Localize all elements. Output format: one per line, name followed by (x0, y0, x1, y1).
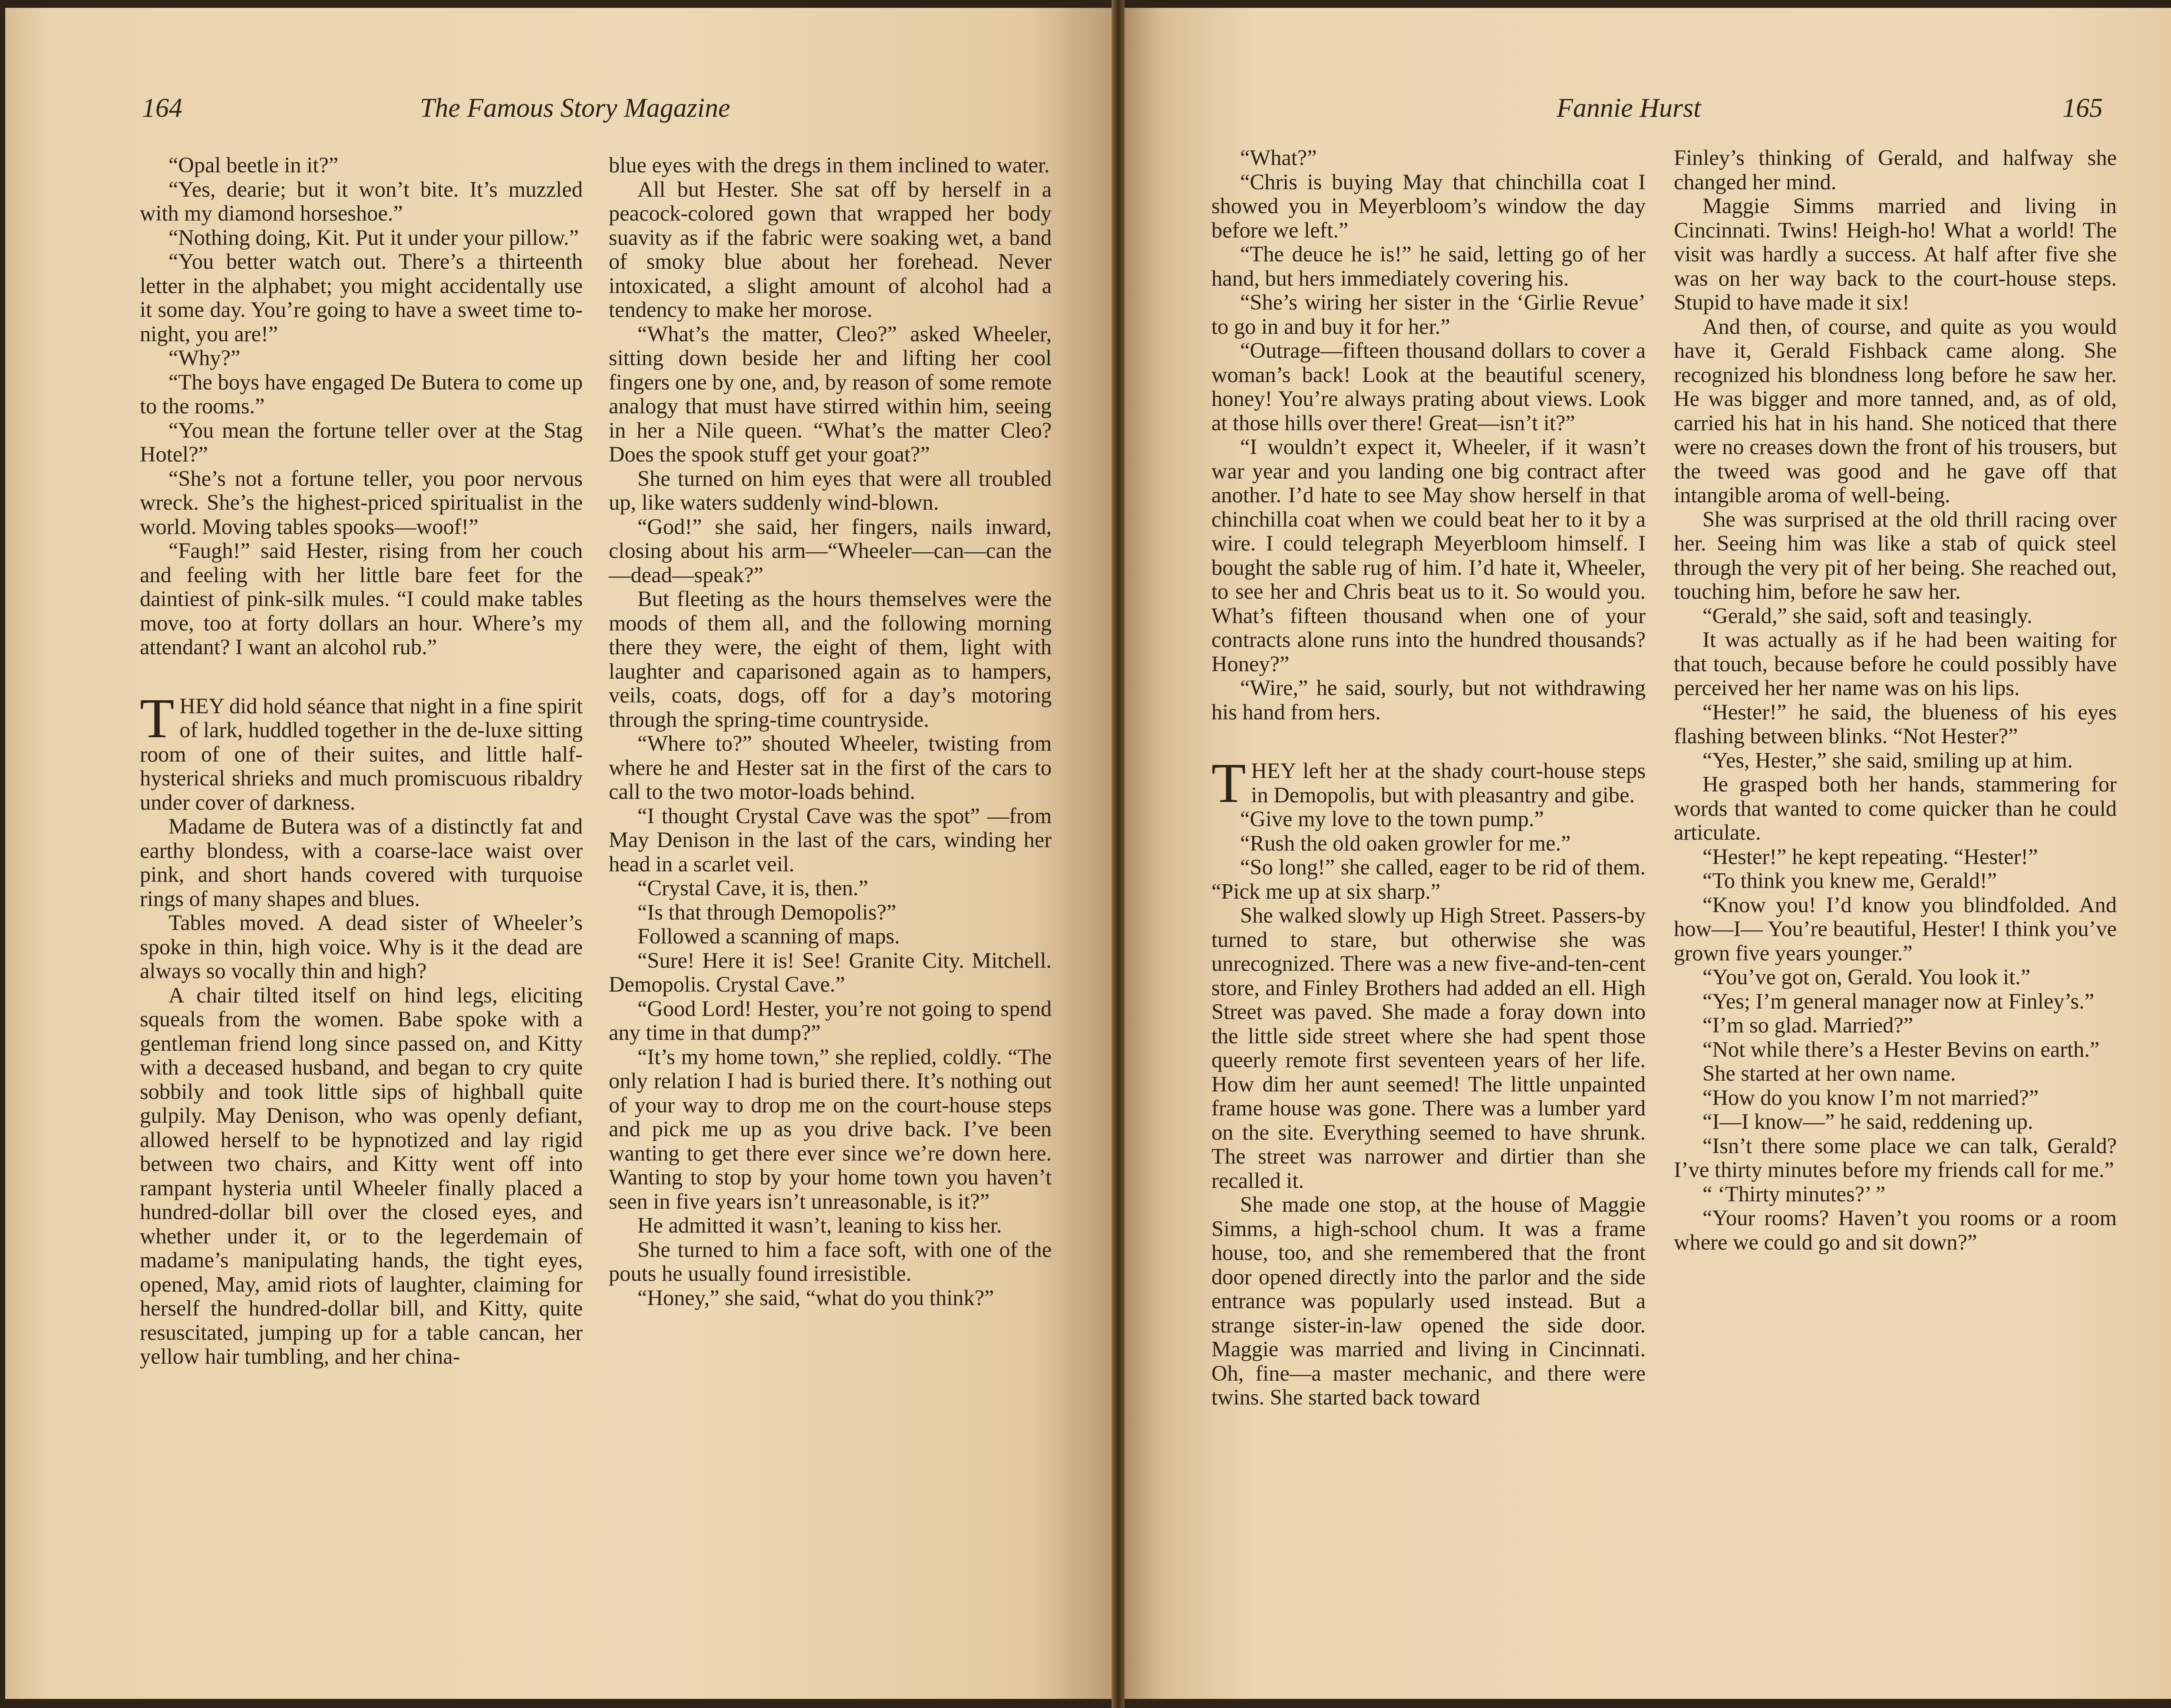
paragraph: She turned to him a face soft, with one of the pouts he usually found irresistible. (609, 1237, 1052, 1286)
left-col1-paragraphs-after (140, 814, 583, 1369)
left-column-2 (609, 153, 1052, 1310)
paragraph: “Faugh!” said Hester, rising from her couch and feeling with her little bare feet for the daintiest of pink-silk mules. “I could make tables move, too at forty dollars an hour. Where’s my attendant? I want an alcohol rub.” (140, 538, 583, 659)
paragraph: “Sure! Here it is! See! Granite City. Mitchell. Demopolis. Crystal Cave.” (609, 948, 1052, 996)
paragraph: “Chris is buying May that chinchilla coat I showed you in Meyerbloom’s window the day before we left.” (1211, 169, 1646, 242)
paragraph: She turned on him eyes that were all troubled up, like waters suddenly wind-blown. (609, 466, 1052, 514)
paragraph: “So long!” she called, eager to be rid of them. “Pick me up at six sharp.” (1211, 855, 1646, 903)
paragraph: “Yes, dearie; but it won’t bite. It’s muzzled with my diamond horseshoe.” (140, 177, 583, 225)
paragraph: “Yes; I’m general manager now at Finley’s.” (1702, 989, 2095, 1013)
paragraph: “God!” she said, her fingers, nails inward, closing about his arm—“Wheeler—can—can the—dead—speak?” (609, 514, 1052, 587)
paragraph: He admitted it wasn’t, leaning to kiss her. (637, 1213, 1002, 1237)
book-gutter (1112, 0, 1125, 1708)
paragraph: Followed a scanning of maps. (637, 924, 900, 948)
paragraph: “I—I know—” he said, reddening up. (1702, 1109, 2033, 1134)
paragraph: He grasped both her hands, stammering for words that wanted to come quicker than he could articulate. (1674, 772, 2117, 844)
drop-cap: T (140, 687, 175, 750)
paragraph: “Honey,” she said, “what do you think?” (637, 1285, 994, 1310)
paragraph: “Nothing doing, Kit. Put it under your pillow.” (168, 225, 579, 250)
paragraph: Finley’s thinking of Gerald, and halfway she changed her mind. (1674, 145, 2117, 194)
paragraph: It was actually as if he had been waiting for that touch, because before he could possibly have perceived her her name was on his lips. (1674, 627, 2117, 700)
paragraph: Madame de Butera was of a distinctly fat and earthy blondess, with a coarse-lace waist over pink, and short hands covered with turquoise rings of many shapes and blues. (140, 814, 583, 911)
left-col1-paragraphs (140, 153, 583, 659)
paragraph: blue eyes with the dregs in them inclined to water. (609, 153, 1050, 177)
running-head-right: Fannie Hurst (1557, 93, 1701, 123)
paragraph: “What?” (1240, 145, 1317, 170)
paragraph: All but Hester. She sat off by herself in a peacock-colored gown that wrapped her body suavity as if the fabric were soaking wet, a band of smoky blue about her forehead. Never intoxicated, a slight amount of alcohol had a tendency to make her morose. (609, 177, 1052, 322)
paragraph: And then, of course, and quite as you would have it, Gerald Fishback came along. She recognized his blondness long before he saw her. He was bigger and more tanned, and, as of old, carried his hat in his hand. She noticed that there were no creases down the front of his trousers, but the tweed was good and he gave off that intangible aroma of well-being. (1674, 314, 2117, 507)
paragraph: But fleeting as the hours themselves were the moods of them all, and the following morning there they were, the eight of them, light with laughter and caparisoned again as to hampers, veils, coats, dogs, off for a day’s motoring through the spring-time countryside. (609, 587, 1052, 732)
section-first-text: HEY left her at the shady court-house steps in Demopolis, but with pleasantry and gibe. (1251, 758, 1646, 807)
paragraph: “You mean the fortune teller over at the Stag Hotel?” (140, 418, 583, 466)
right-page (1118, 8, 2171, 1699)
left-column-1 (140, 153, 583, 1369)
page-number-left: 164 (142, 93, 182, 123)
paragraph: “You’ve got on, Gerald. You look it.” (1702, 965, 2031, 989)
right-column-2 (1674, 146, 2117, 1254)
paragraph: “I wouldn’t expect it, Wheeler, if it wasn’t war year and you landing one big contract after another. I’d hate to see May show herself in that chinchilla coat when we could beat her to it by a wire. I could telegraph Meyerbloom himself. I bought the sable rug of him. I’d hate it, Wheeler, to see her and Chris beat us to it. So would you. What’s fifteen thousand when one of your contracts alone runs into the hundred thousands? Honey?” (1211, 435, 1646, 676)
paragraph: “What’s the matter, Cleo?” asked Wheeler, sitting down beside her and lifting her cool fingers one by one, and, by reason of some remote analogy that must have stirred within him, seeing in her a Nile queen. “What’s the matter Cleo? Does the spook stuff get your goat?” (609, 321, 1052, 466)
paragraph: “Yes, Hester,” she said, smiling up at him. (1702, 748, 2073, 772)
paragraph: “Outrage—fifteen thousand dollars to cover a woman’s back! Look at the beautiful scenery, honey! You’re always prating about views. Look at those hills over there! Great—isn’t it?” (1211, 338, 1646, 435)
section-first-text: HEY did hold séance that night in a fine spirit of lark, huddled together in the de-luxe sitting room of one of their suites, and little half-hysterical shrieks and much promiscuous ribaldry under cover of darkness. (140, 693, 583, 814)
paragraph: “She’s wiring her sister in the ‘Girlie Revue’ to go in and buy it for her.” (1211, 290, 1646, 339)
paragraph: “Rush the old oaken growler for me.” (1240, 831, 1571, 855)
paragraph: She was surprised at the old thrill racing over her. Seeing him was like a stab of quick steel through the very pit of her being. She reached out, touching him, before he saw her. (1674, 507, 2117, 603)
paragraph: She started at her own name. (1702, 1061, 1956, 1085)
paragraph: “Your rooms? Haven’t you rooms or a room where we could go and sit down?” (1674, 1206, 2117, 1254)
page-number-right: 165 (2062, 93, 2103, 123)
paragraph: “Know you! I’d know you blindfolded. And how—I— You’re beautiful, Hester! I think you’ve grown five years younger.” (1674, 892, 2117, 965)
paragraph: “Gerald,” she said, soft and teasingly. (1702, 603, 2032, 628)
paragraph: “Not while there’s a Hester Bevins on earth.” (1702, 1037, 2100, 1062)
left-page (5, 8, 1117, 1699)
paragraph: “Give my love to the town pump.” (1240, 807, 1544, 831)
paragraph: “To think you knew me, Gerald!” (1702, 868, 1997, 893)
paragraph: “The boys have engaged De Butera to come up to the rooms.” (140, 369, 583, 418)
paragraph: “It’s my home town,” she replied, coldly. “The only relation I had is buried there. It’s nothing out of your way to drop me on the court-house steps and pick me up as you drive back. I’ve been wanting to get there ever since we’re down here. Wanting to stop by your home town you haven’t seen in five years isn’t unreasonable, is it?” (609, 1044, 1052, 1213)
section-start-paragraph (140, 687, 583, 815)
right-col1-paragraphs-after (1211, 807, 1646, 1410)
paragraph: “You better watch out. There’s a thirteenth letter in the alphabet; you might accidentally use it some day. You’re going to have a sweet time to-night, you are!” (140, 249, 583, 346)
running-head-left: The Famous Story Magazine (420, 93, 730, 123)
paragraph: She walked slowly up High Street. Passers-by turned to stare, but otherwise she was unrecognized. There was a new five-and-ten-cent store, and Finley Brothers had added an ell. High Street was paved. She made a foray down into the little side street where she had spent those queerly remote first seventeen years of her life. How dim her aunt seemed! The little unpainted frame house was gone. There was a lumber yard on the site. Everything seemed to have shrunk. The street was narrower and dirtier than she recalled it. (1211, 903, 1646, 1193)
paragraph: “How do you know I’m not married?” (1702, 1085, 2039, 1110)
right-col1-paragraphs (1211, 146, 1646, 724)
paragraph: “Isn’t there some place we can talk, Gerald? I’ve thirty minutes before my friends call for me.” (1674, 1133, 2117, 1182)
paragraph: A chair tilted itself on hind legs, eliciting squeals from the women. Babe spoke with a gentleman friend long since passed on, and Kitty with a deceased husband, and began to cry quite sobbily and took little sips of highball quite gulpily. May Denison, who was openly defiant, allowed herself to be hypnotized and lay rigid between two chairs, and Kitty went off into rampant hysteria until Wheeler finally placed a hundred-dollar bill over the closed eyes, and whether under it, or to the legerdemain of madame’s manipulating hands, the tight eyes, opened, May, amid riots of laughter, claiming for herself the hundred-dollar bill, and Kitty, quite resuscitated, jumping up for a table cancan, her yellow hair tumbling, and her china- (140, 983, 583, 1368)
paragraph: “Good Lord! Hester, you’re not going to spend any time in that dump?” (609, 996, 1052, 1045)
paragraph: “I thought Crystal Cave was the spot” —from May Denison in the last of the cars, winding her head in a scarlet veil. (609, 803, 1052, 876)
paragraph: “Wire,” he said, sourly, but not withdrawing his hand from hers. (1211, 676, 1646, 724)
paragraph: She made one stop, at the house of Maggie Simms, a high-school chum. It was a frame house, too, and she remembered that the front door opened directly into the parlor and the side entrance was popularly used instead. But a strange sister-in-law opened the side door. Maggie was married and living in Cincinnati. Oh, fine—a master mechanic, and there were twins. She started back toward (1211, 1192, 1646, 1409)
paragraph: “She’s not a fortune teller, you poor nervous wreck. She’s the highest-priced spiritualist in the world. Moving tables spooks—woof!” (140, 466, 583, 539)
paragraph: Maggie Simms married and living in Cincinnati. Twins! Heigh-ho! What a world! The visit was hardly a success. At half after five she was on her way back to the court-house steps. Stupid to have made it six! (1674, 194, 2117, 314)
paragraph: “Opal beetle in it?” (168, 153, 339, 177)
paragraph: “Why?” (168, 346, 241, 370)
paragraph: “ ‘Thirty minutes?’ ” (1702, 1181, 1886, 1206)
paragraph: Tables moved. A dead sister of Wheeler’s spoke in thin, high voice. Why is it the dead are always so vocally thin and high? (140, 910, 583, 983)
paragraph: “Crystal Cave, it is, then.” (637, 876, 868, 900)
drop-cap: T (1211, 752, 1246, 814)
section-start-paragraph (1211, 752, 1646, 814)
paragraph: “The deuce he is!” he said, letting go of her hand, but hers immediately covering his. (1211, 242, 1646, 290)
paragraph: “Hester!” he said, the blueness of his eyes flashing between blinks. “Not Hester?” (1674, 699, 2117, 748)
paragraph: “Hester!” he kept repeating. “Hester!” (1702, 844, 2038, 869)
paragraph: “I’m so glad. Married?” (1702, 1013, 1914, 1037)
paragraph: “Where to?” shouted Wheeler, twisting from where he and Hester sat in the first of the cars to call to the two motor-loads behind. (609, 731, 1052, 804)
right-column-1 (1211, 146, 1646, 1410)
paragraph: “Is that through Demopolis?” (637, 900, 897, 924)
